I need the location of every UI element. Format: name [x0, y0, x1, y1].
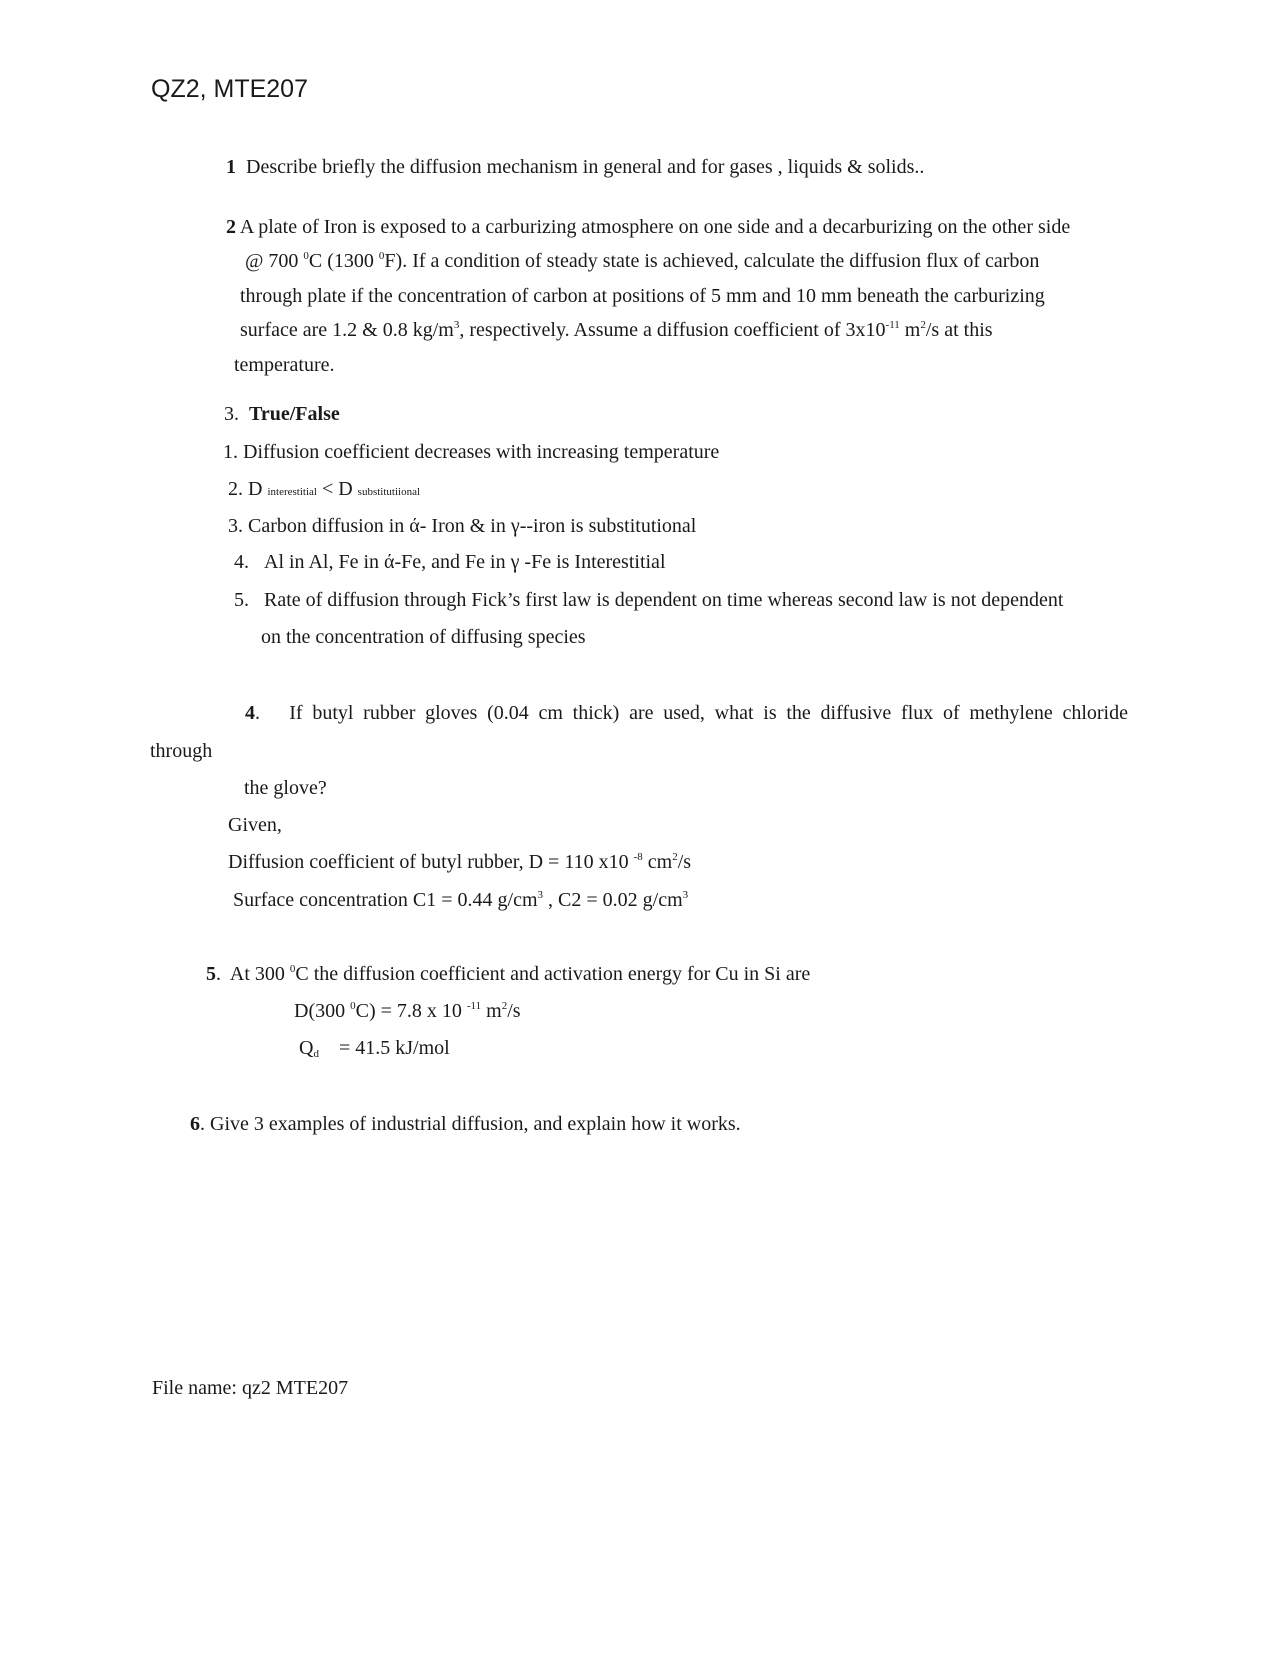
tf-item-5-line-2: on the concentration of diffusing species [261, 626, 586, 648]
question-6: 6. Give 3 examples of industrial diffusion, and explain how it works. [190, 1113, 741, 1135]
file-name-footer: File name: qz2 MTE207 [152, 1377, 349, 1399]
question-1-text: Describe briefly the diffusion mechanism in general and for gases , liquids & solids.. [246, 156, 925, 178]
tf-item-1: 1. Diffusion coefficient decreases with increasing temperature [223, 441, 720, 463]
question-4-line-3: the glove? [244, 777, 327, 799]
question-1 [226, 157, 924, 177]
diffusion-coefficient-line: Diffusion coefficient of butyl rubber, D = 110 x10 $^{-8}$ $cm^2/s$ [228, 851, 692, 873]
question-4-line-1: 4. If butyl rubber gloves (0.04 cm thick) are used, what is the diffusive flux of methylene chloride [245, 702, 1128, 724]
question-2-line-4: surface are 1.2 & 0.8 $kg/m^3$, respectively. Assume a diffusion coefficient of $3x10^{-11}$ $m^2/s$ at this [240, 319, 993, 341]
question-5-d-value: D(300 $^0$C) = 7.8 x 10 $^{-11}$ $m^2/s$ [294, 1000, 521, 1022]
question-6-number: 6 [190, 1113, 200, 1135]
question-2-line-5: temperature. [234, 354, 335, 376]
question-4-line-2: through [150, 740, 213, 762]
question-2-line-3: through plate if the concentration of carbon at positions of 5 mm and 10 mm beneath the carburizing [240, 285, 1045, 307]
tf-item-2: 2. D interestitial < D substitutiional [228, 478, 421, 500]
question-2-number: 2 [226, 216, 236, 238]
question-5-number: 5 [206, 963, 216, 985]
question-1-number: 1 [226, 156, 236, 178]
question-2-line-1: 2 A plate of Iron is exposed to a carburizing atmosphere on one side and a decarburizing on the other side [226, 216, 1071, 238]
tf-item-4: 4. Al in Al, Fe in ά-Fe, and Fe in γ -Fe is Interestitial [234, 551, 666, 573]
page-title: QZ2, MTE207 [151, 75, 308, 103]
tf-item-5: 5. Rate of diffusion through Fick’s first law is dependent on time whereas second law is not dependent [234, 589, 1064, 611]
question-3-heading: 3. True/False [224, 403, 340, 425]
surface-concentration-line: Surface concentration C1 = 0.44 $g/cm^3$ , C2 = 0.02 $g/cm^3$ [233, 889, 689, 911]
question-3-number: 3 [224, 403, 234, 425]
tf-item-3: 3. Carbon diffusion in ά- Iron & in γ--iron is substitutional [228, 515, 697, 537]
question-5-q-value: $Q_d$ = 41.5 kJ/mol [299, 1037, 450, 1060]
given-label: Given, [228, 814, 282, 836]
question-4-number: 4 [245, 702, 255, 724]
question-5-line-1: 5. At 300 $^0$C the diffusion coefficient and activation energy for Cu in Si are [206, 963, 811, 985]
question-2-line-2: @ 700 $^0$C (1300 $^0$F). If a condition of steady state is achieved, calculate the diffusion flux of carbon [245, 250, 1040, 272]
